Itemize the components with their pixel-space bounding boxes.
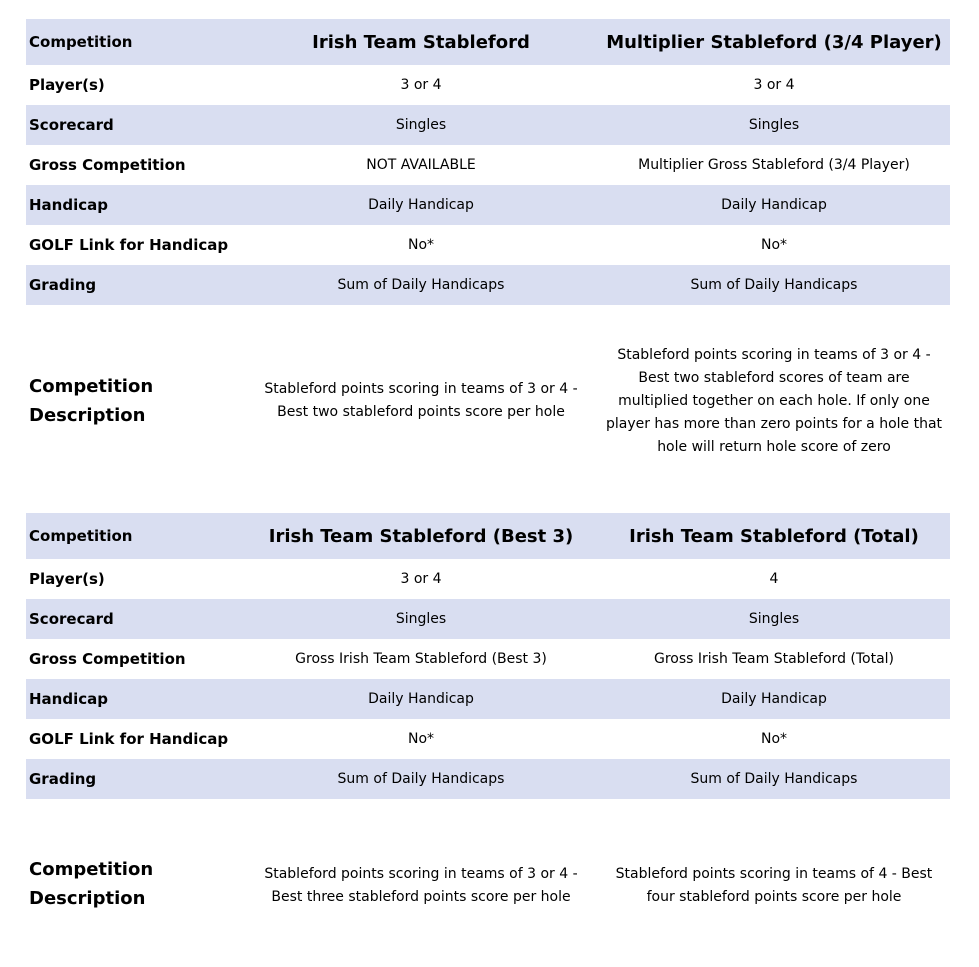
row-label: Player(s) — [29, 570, 105, 588]
cell: Sum of Daily Handicaps — [337, 277, 505, 293]
table-row — [26, 65, 950, 105]
cell: 3 or 4 — [400, 571, 442, 587]
cell: Singles — [748, 117, 800, 133]
cell: Gross Irish Team Stableford (Total) — [653, 651, 895, 667]
row-label: Player(s) — [29, 76, 105, 94]
comparison-table-2 — [26, 513, 950, 967]
header-competition-1: Irish Team Stableford — [312, 31, 530, 53]
cell: Daily Handicap — [721, 691, 827, 707]
cell: No* — [760, 731, 788, 747]
table-row — [26, 145, 950, 185]
description-cell: Stableford points scoring in teams of 3 or 4 - Best three stableford points score per hole — [264, 866, 578, 905]
table-row — [26, 639, 950, 679]
comparison-table-1 — [26, 19, 950, 497]
row-label: Grading — [29, 770, 97, 788]
table-row — [26, 759, 950, 799]
row-label: Gross Competition — [29, 650, 186, 668]
header-competition-2: Irish Team Stableford (Total) — [629, 525, 919, 547]
row-label: Grading — [29, 276, 97, 294]
table-row — [26, 719, 950, 759]
cell: Singles — [748, 611, 800, 627]
description-label: Competition Description — [29, 376, 154, 426]
cell: Sum of Daily Handicaps — [690, 771, 858, 787]
description-cell: Stableford points scoring in teams of 4 - Best four stableford points score per hole — [615, 866, 933, 905]
row-label: Handicap — [29, 196, 108, 214]
cell: Sum of Daily Handicaps — [690, 277, 858, 293]
table-row — [26, 559, 950, 599]
table-row — [26, 679, 950, 719]
header-label: Competition — [29, 527, 133, 545]
description-cell: Stableford points scoring in teams of 3 or 4 - Best two stableford scores of team are multiplied together on each hole. If only one player has more than zero points for a hole that hole will return hole score of zero — [605, 346, 943, 455]
description-cell: Stableford points scoring in teams of 3 or 4 - Best two stableford points score per hole — [264, 381, 578, 420]
table-header-row — [26, 513, 950, 559]
cell: 3 or 4 — [400, 77, 442, 93]
cell: 3 or 4 — [753, 77, 795, 93]
row-label: Scorecard — [29, 116, 114, 134]
cell: Multiplier Gross Stableford (3/4 Player) — [638, 157, 910, 173]
cell: Daily Handicap — [368, 197, 474, 213]
cell: No* — [407, 731, 435, 747]
cell: Singles — [395, 117, 447, 133]
table-row — [26, 185, 950, 225]
header-competition-1: Irish Team Stableford (Best 3) — [268, 525, 574, 547]
description-label: Competition Description — [29, 859, 154, 909]
row-label: Scorecard — [29, 610, 114, 628]
table-row — [26, 265, 950, 305]
cell: Daily Handicap — [368, 691, 474, 707]
cell: Sum of Daily Handicaps — [337, 771, 505, 787]
cell: 4 — [769, 571, 779, 587]
row-label: GOLF Link for Handicap — [29, 730, 229, 748]
table-row — [26, 599, 950, 639]
row-label: Gross Competition — [29, 156, 186, 174]
cell: NOT AVAILABLE — [366, 157, 476, 173]
table-row — [26, 105, 950, 145]
cell: No* — [407, 237, 435, 253]
cell: Singles — [395, 611, 447, 627]
row-label: GOLF Link for Handicap — [29, 236, 229, 254]
header-label: Competition — [29, 33, 133, 51]
description-row — [26, 305, 950, 497]
table-row — [26, 225, 950, 265]
cell: Daily Handicap — [721, 197, 827, 213]
header-competition-2: Multiplier Stableford (3/4 Player) — [606, 31, 942, 53]
description-row — [26, 799, 950, 967]
row-label: Handicap — [29, 690, 108, 708]
cell: No* — [760, 237, 788, 253]
table-header-row — [26, 19, 950, 65]
cell: Gross Irish Team Stableford (Best 3) — [295, 651, 547, 667]
